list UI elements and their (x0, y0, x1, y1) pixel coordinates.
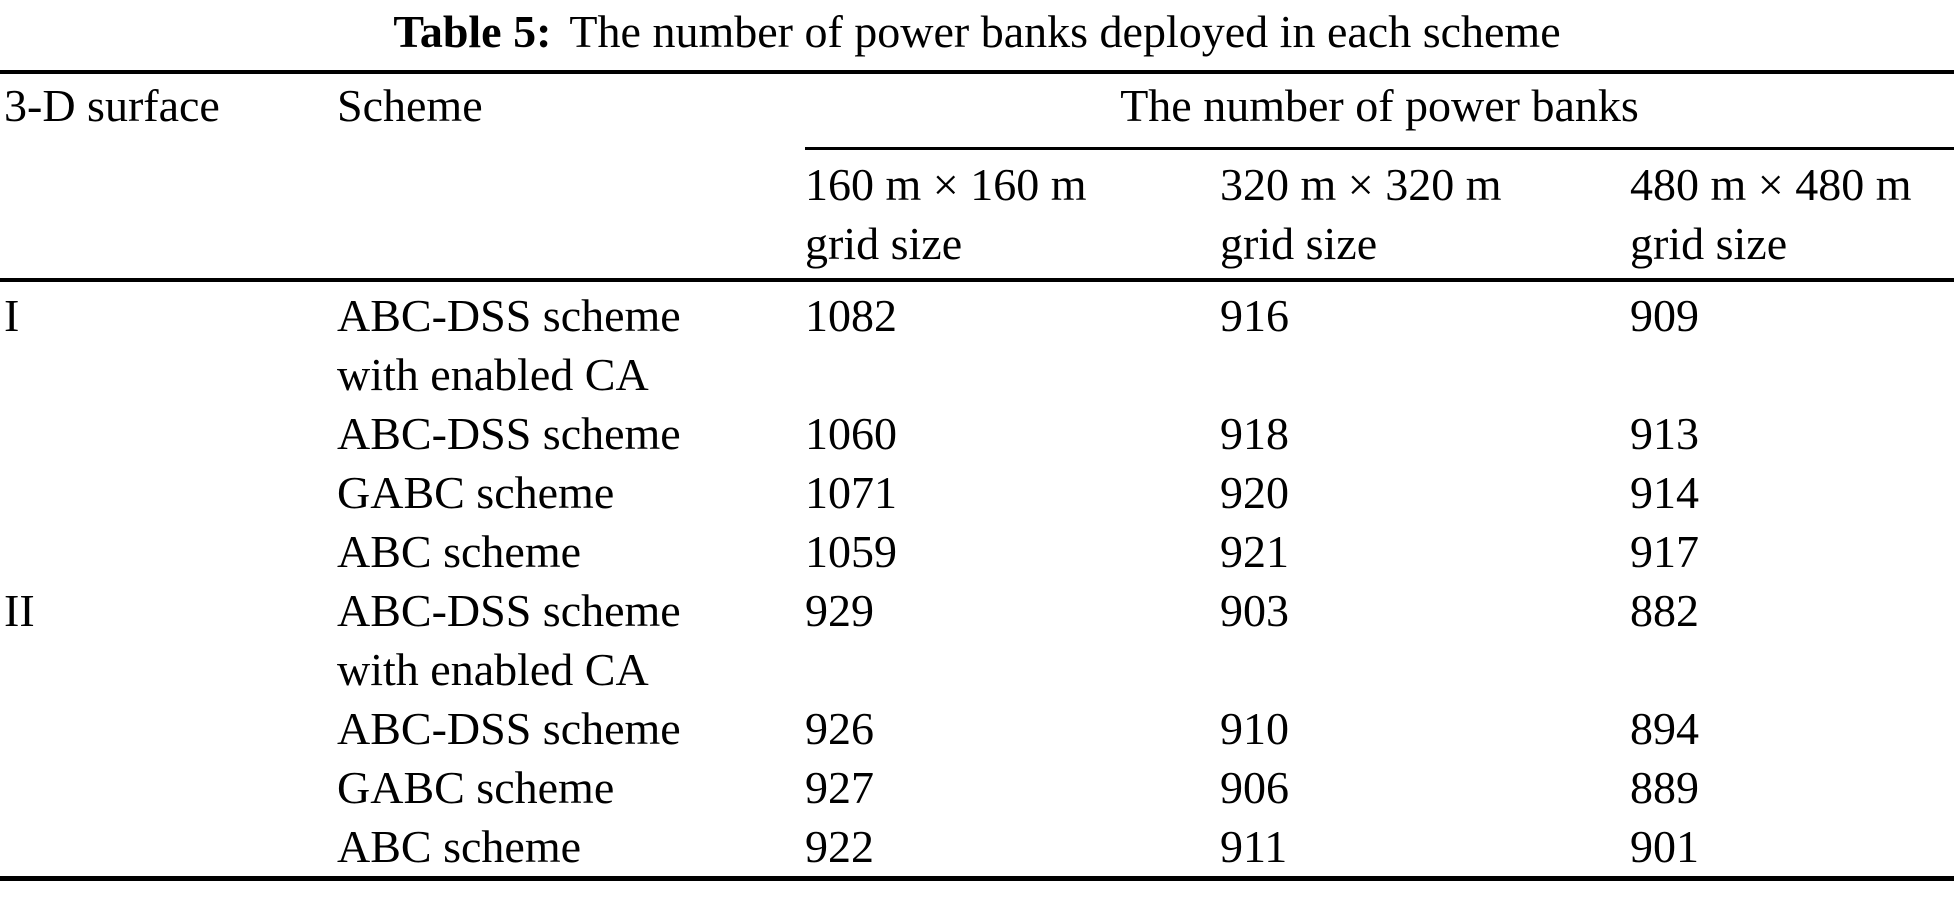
table-row (0, 463, 1954, 522)
subheader-spacer (0, 148, 335, 280)
surface-cell: II (4, 585, 35, 636)
subcolumn-size: 480 m × 480 m (1630, 158, 1912, 210)
value-cell: 929 (805, 585, 874, 636)
scheme-label: ABC-DSS scheme (337, 408, 681, 459)
surface-cell (0, 404, 335, 463)
value-cell: 1059 (805, 526, 897, 577)
scheme-label-line2: with enabled CA (337, 644, 649, 695)
value-cell: 1071 (805, 467, 897, 518)
value-cell: 882 (1630, 585, 1699, 636)
subheader-row (0, 148, 1954, 280)
scheme-label: ABC-DSS scheme (337, 703, 681, 754)
table-row (0, 699, 1954, 758)
surface-cell (0, 463, 335, 522)
table-row (0, 404, 1954, 463)
subcolumn-header-grid-480 (1630, 148, 1954, 280)
scheme-cell (335, 699, 805, 758)
value-cell: 889 (1630, 762, 1699, 813)
value-cell: 916 (1220, 290, 1289, 341)
value-cell: 906 (1220, 762, 1289, 813)
value-cell: 913 (1630, 408, 1699, 459)
value-cell: 914 (1630, 467, 1699, 518)
value-cell: 909 (1630, 290, 1699, 341)
subcolumn-header-grid-320 (1220, 148, 1630, 280)
table-caption (0, 0, 1954, 70)
subcolumn-header-grid-160 (805, 148, 1220, 280)
value-cell: 901 (1630, 817, 1954, 879)
scheme-label: ABC scheme (337, 526, 582, 577)
header-row (0, 72, 1954, 148)
power-banks-table (0, 70, 1954, 881)
value-cell: 922 (805, 817, 1220, 879)
caption-text: The number of power banks deployed in each scheme (569, 5, 1561, 57)
value-cell: 927 (805, 762, 874, 813)
surface-cell (0, 699, 335, 758)
scheme-cell (335, 581, 805, 699)
value-cell: 921 (1220, 526, 1289, 577)
value-cell: 917 (1630, 526, 1699, 577)
subheader-spacer (335, 148, 805, 280)
value-cell: 918 (1220, 408, 1289, 459)
table-row (0, 522, 1954, 581)
column-group-header: The number of power banks (805, 72, 1954, 148)
column-header-surface: 3-D surface (4, 80, 220, 131)
scheme-label: ABC-DSS scheme (337, 290, 681, 341)
surface-cell (0, 817, 335, 879)
caption-label: Table 5: (393, 5, 552, 57)
value-cell: 903 (1220, 585, 1289, 636)
subcolumn-grid-label: grid size (1220, 217, 1378, 269)
surface-cell (0, 758, 335, 817)
scheme-label: ABC-DSS scheme (337, 585, 681, 636)
scheme-cell (335, 404, 805, 463)
table-row (0, 817, 1954, 879)
scheme-label: GABC scheme (337, 762, 615, 813)
value-cell: 1060 (805, 408, 897, 459)
scheme-label-line2: with enabled CA (337, 349, 649, 400)
scheme-cell (335, 758, 805, 817)
scheme-label: ABC scheme (337, 821, 582, 872)
subcolumn-size: 160 m × 160 m (805, 158, 1087, 210)
scheme-label: GABC scheme (337, 467, 615, 518)
surface-cell: I (4, 290, 20, 341)
value-cell: 1082 (805, 290, 897, 341)
value-cell: 910 (1220, 703, 1289, 754)
subcolumn-size: 320 m × 320 m (1220, 158, 1502, 210)
scheme-cell (335, 463, 805, 522)
value-cell: 926 (805, 703, 874, 754)
scheme-cell (335, 522, 805, 581)
table-row (0, 758, 1954, 817)
subcolumn-grid-label: grid size (1630, 217, 1788, 269)
table-row (0, 581, 1954, 699)
value-cell: 920 (1220, 467, 1289, 518)
table-row (0, 280, 1954, 404)
column-header-scheme: Scheme (337, 80, 483, 131)
surface-cell (0, 522, 335, 581)
scheme-cell (335, 817, 805, 879)
value-cell: 911 (1220, 817, 1630, 879)
value-cell: 894 (1630, 703, 1699, 754)
scheme-cell (335, 280, 805, 404)
subcolumn-grid-label: grid size (805, 217, 963, 269)
